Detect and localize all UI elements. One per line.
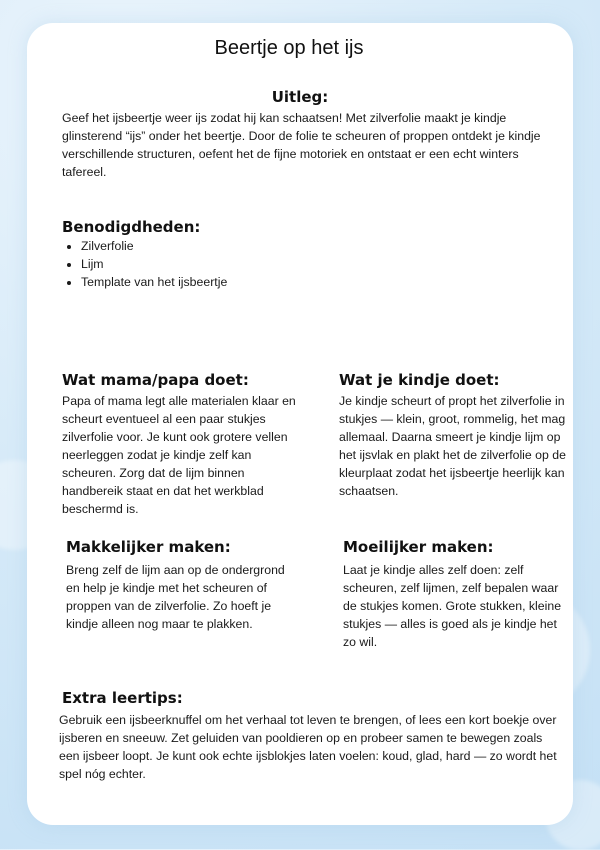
kind-text: Je kindje scheurt of propt het zilverfolie in stukjes — klein, groot, rommelig, het mag allemaal. Daarna smeert je kindje lijm op het ijsvlak en plakt het de zilverfolie op de kleurplaat zodat het ijsbeertje heerlijk kan schaatsen. — [339, 394, 566, 498]
ouder-text: Papa of mama legt alle materialen klaar en scheurt eventueel al een paar stukjes zilverfolie voor. Je kunt ook grotere vellen neerleggen zodat je kindje zelf kan scheuren. Zorg dat de lijm binnen handbereik staat en dat het werkblad beschermd is. — [62, 394, 296, 516]
benodigdheden-list — [62, 237, 227, 291]
makkelijker-heading: Makkelijker maken: — [66, 538, 231, 556]
moeilijker-heading: Moeilijker maken: — [343, 538, 494, 556]
extra-heading: Extra leertips: — [62, 689, 183, 707]
list-item: • Zilverfolie — [81, 237, 227, 255]
moeilijker-text: Laat je kindje alles zelf doen: zelf scheuren, zelf lijmen, zelf bepalen waar de stukjes komen. Grote stukken, kleine stukjes — alles is goed als je kindje het zo wil. — [343, 563, 562, 649]
ouder-heading: Wat mama/papa doet: — [62, 371, 249, 389]
benodigdheden-heading: Benodigdheden: — [62, 218, 201, 236]
page-title: Beertje op het ijs — [214, 37, 364, 59]
uitleg-heading: Uitleg: — [271, 88, 329, 106]
uitleg-text: Geef het ijsbeertje weer ijs zodat hij kan schaatsen! Met zilverfolie maakt je kindje glinsterend “ijs” onder het beertje. Door de folie te scheuren of proppen ontdekt je kindje verschillende structuren, oefent het de fijne motoriek en ontstaat er een echt winters tafereel. — [62, 111, 541, 179]
list-item: • Lijm — [81, 255, 227, 273]
makkelijker-text: Breng zelf de lijm aan op de ondergrond en help je kindje met het scheuren of proppen van de zilverfolie. Zo hoeft je kindje alleen nog maar te plakken. — [66, 563, 285, 631]
kind-heading: Wat je kindje doet: — [339, 371, 500, 389]
list-item: • Template van het ijsbeertje — [81, 273, 227, 291]
extra-text: Gebruik een ijsbeerknuffel om het verhaal tot leven te brengen, of lees een kort boekje over ijsberen en sneeuw. Zet geluiden van pooldieren op en probeer samen te bewegen zoals een ijsbeer loopt. Je kunt ook echte ijsblokjes laten voelen: koud, glad, hard — zo wordt het spel nóg echter. — [59, 713, 557, 781]
